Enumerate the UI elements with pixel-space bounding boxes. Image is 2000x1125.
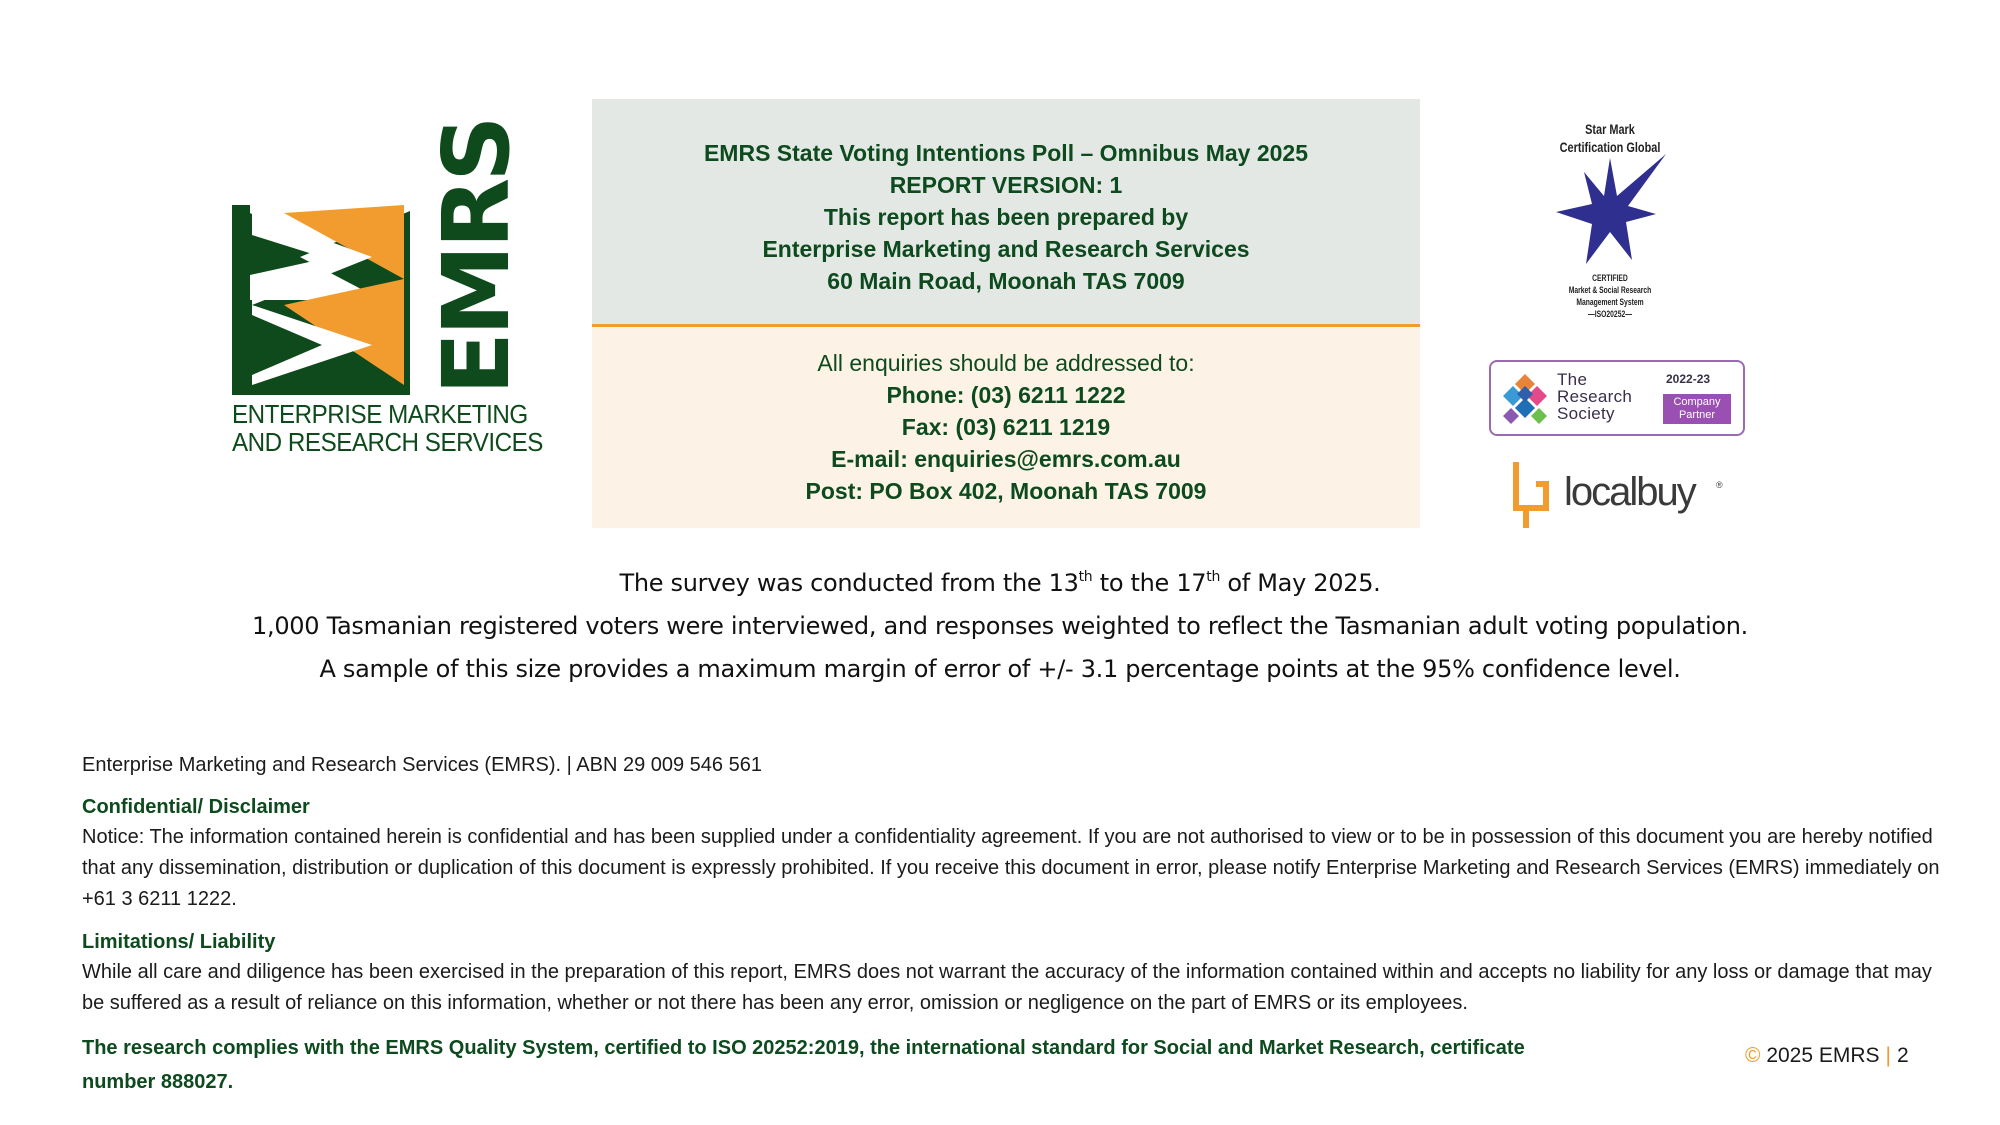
starmark-title-line2: Certification Global [1559, 139, 1661, 155]
limitations-heading: Limitations/ Liability [82, 931, 276, 953]
emrs-tagline [232, 399, 543, 457]
quality-system-note: The research complies with the EMRS Quality System, certified to ISO 20252:2019, the international standard for Social and Market Research, certificate number 888027. [82, 1037, 1525, 1093]
survey-dates-part2: to the 17 [1092, 569, 1207, 597]
survey-dates-sup2: th [1206, 569, 1221, 585]
prepared-by-label: This report has been prepared by [823, 204, 1189, 230]
emrs-logo [232, 119, 543, 465]
localbuy-icon [1510, 460, 1556, 530]
emrs-logo-mark [232, 119, 530, 395]
footer-separator: | [1885, 1044, 1892, 1067]
survey-dates [0, 562, 2000, 605]
company-abn-line: Enterprise Marketing and Research Services (EMRS). | ABN 29 009 546 561 [82, 754, 762, 776]
footer-copyright [1745, 1044, 1909, 1068]
page-number: 2 [1897, 1044, 1909, 1067]
starmark-certification-logo [1540, 120, 1680, 335]
rs-partner-line2: Partner [1678, 409, 1716, 421]
research-society-badge [1489, 360, 1745, 436]
fax-number: Fax: (03) 6211 1219 [901, 414, 1111, 440]
survey-sample: 1,000 Tasmanian registered voters were interviewed, and responses weighted to reflect the Tasmanian adult voting population. [252, 612, 1748, 640]
localbuy-logo [1510, 458, 1740, 530]
survey-description [0, 562, 2000, 691]
rs-line2: Research [1557, 387, 1633, 406]
starmark-cert-line2: Market & Social Research [1568, 285, 1652, 295]
starmark-title-line1: Star Mark [1585, 121, 1635, 137]
rs-company-partner-tag [1663, 394, 1731, 424]
survey-margin-of-error: A sample of this size provides a maximum margin of error of +/- 3.1 percentage points at the 95% confidence level. [319, 655, 1681, 683]
survey-dates-sup1: th [1078, 569, 1093, 585]
emrs-wordmark: EMRS [423, 119, 530, 395]
report-details-panel [592, 99, 1420, 327]
star-icon [1540, 152, 1680, 272]
localbuy-registered-mark: ® [1716, 480, 1723, 490]
rs-line3: Society [1557, 404, 1615, 423]
report-title: EMRS State Voting Intentions Poll – Omnibus May 2025 [703, 140, 1309, 166]
starmark-cert-line3: Management System [1576, 297, 1644, 307]
research-society-icon [1499, 372, 1551, 426]
report-info-box [592, 99, 1420, 528]
emrs-tagline-line1: ENTERPRISE MARKETING [232, 399, 528, 429]
localbuy-wordmark: localbuy [1564, 470, 1695, 514]
confidential-text: Notice: The information contained herein is confidential and has been supplied under a confidentiality agreement. If you are not authorised to view or to be in possession of this document you are hereby notified that any dissemination, distribution or duplication of this document is expressly prohibited. If you receive this document in error, please notify Enterprise Marketing and Research Services (EMRS) immediately on +61 3 6211 1222. [82, 826, 1940, 910]
starmark-cert-line1: CERTIFIED [1592, 273, 1628, 283]
emrs-tagline-line2: AND RESEARCH SERVICES [232, 427, 543, 457]
rs-line1: The [1557, 370, 1588, 389]
research-society-name [1557, 371, 1632, 422]
survey-dates-part3: of May 2025. [1220, 569, 1381, 597]
organisation-address: 60 Main Road, Moonah TAS 7009 [827, 268, 1185, 294]
report-version: REPORT VERSION: 1 [889, 172, 1123, 198]
phone-number: Phone: (03) 6211 1222 [886, 382, 1126, 408]
copyright-symbol: © [1745, 1044, 1761, 1067]
rs-partner-line1: Company [1673, 396, 1721, 408]
starmark-cert-line4: —ISO20252— [1588, 309, 1632, 319]
confidential-heading: Confidential/ Disclaimer [82, 796, 310, 818]
enquiries-panel [592, 327, 1420, 528]
postal-address: Post: PO Box 402, Moonah TAS 7009 [805, 478, 1207, 504]
rs-year: 2022-23 [1666, 372, 1711, 386]
organisation-name: Enterprise Marketing and Research Services [762, 236, 1250, 262]
legal-section [82, 750, 1942, 1099]
copyright-text: 2025 EMRS [1760, 1044, 1880, 1067]
email-address[interactable]: E-mail: enquiries@emrs.com.au [831, 446, 1181, 472]
survey-dates-part1: The survey was conducted from the 13 [619, 569, 1079, 597]
limitations-text: While all care and diligence has been exercised in the preparation of this report, EMRS does not warrant the accuracy of the information contained within and accepts no liability for any loss or damage that may be suffered as a result of reliance on this information, whether or not there has been any error, omission or negligence on the part of EMRS or its employees. [82, 961, 1932, 1014]
enquiries-intro: All enquiries should be addressed to: [817, 350, 1195, 376]
